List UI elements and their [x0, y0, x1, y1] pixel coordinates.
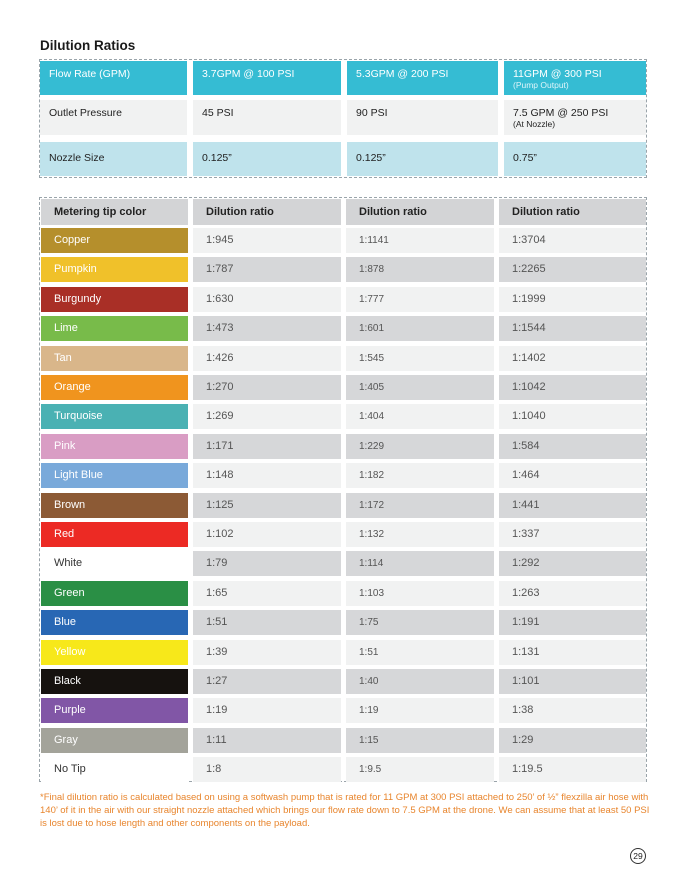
table-row: [40, 344, 646, 373]
metering-tip-color-cell: Burgundy: [41, 287, 188, 312]
metering-tip-color-cell: Light Blue: [41, 463, 188, 488]
dilution-ratio-cell: 1:182: [346, 463, 494, 488]
dilution-ratio-cell: 1:584: [499, 434, 646, 459]
dilution-ratio-cell: 1:787: [193, 257, 341, 282]
footnote: *Final dilution ratio is calculated based on using a softwash pump that is rated for 11 GPM at 300 PSI attached to 250’ of ½” flexzilla air hose with 140’ of it in the air with our straight nozzle attached which brings our flow rate down to 7.5 GPM at the drone. We can assume that at least 50 PSI is lost due to hose length and other components on the payload.: [40, 792, 650, 829]
column-header: Metering tip color: [41, 199, 188, 225]
table-row: [40, 255, 646, 284]
outlet-pressure-row: [40, 100, 646, 135]
dilution-ratio-cell: 1:545: [346, 346, 494, 371]
dilution-ratio-cell: 1:40: [346, 669, 494, 694]
metering-tip-color-cell: Turquoise: [41, 404, 188, 429]
metering-tip-color-cell: Pink: [41, 434, 188, 459]
dilution-ratio-cell: 1:103: [346, 581, 494, 606]
table-cell: 7.5 GPM @ 250 PSI (At Nozzle): [504, 100, 646, 135]
dilution-ratio-cell: 1:148: [193, 463, 341, 488]
metering-tip-color-cell: Black: [41, 669, 188, 694]
table-cell: 0.125”: [347, 142, 498, 176]
table-row: [40, 579, 646, 608]
dilution-ratio-cell: 1:132: [346, 522, 494, 547]
dilution-ratio-cell: 1:39: [193, 640, 341, 665]
dilution-ratio-cell: 1:1042: [499, 375, 646, 400]
dilution-ratio-cell: 1:51: [193, 610, 341, 635]
table-row: [40, 373, 646, 402]
dilution-ratio-cell: 1:2265: [499, 257, 646, 282]
metering-tip-color-cell: Green: [41, 581, 188, 606]
dilution-ratio-cell: 1:131: [499, 640, 646, 665]
dilution-ratio-cell: 1:473: [193, 316, 341, 341]
metering-tip-color-cell: Orange: [41, 375, 188, 400]
page-title: Dilution Ratios: [40, 38, 136, 53]
table-row: [40, 696, 646, 725]
dilution-ratio-cell: 1:878: [346, 257, 494, 282]
dilution-ratio-cell: 1:172: [346, 493, 494, 518]
dilution-ratio-cell: 1:269: [193, 404, 341, 429]
metering-tip-color-cell: Tan: [41, 346, 188, 371]
flow-rate-table: [39, 59, 647, 178]
table-cell: 3.7GPM @ 100 PSI: [193, 61, 341, 95]
metering-tip-color-cell: Purple: [41, 698, 188, 723]
flow-rate-header-row: [40, 61, 646, 95]
table-row: [40, 726, 646, 755]
dilution-ratio-cell: 1:777: [346, 287, 494, 312]
dilution-ratio-cell: 1:229: [346, 434, 494, 459]
dilution-ratio-cell: 1:1402: [499, 346, 646, 371]
dilution-ratio-cell: 1:337: [499, 522, 646, 547]
table-row: [40, 285, 646, 314]
table-header-row: [40, 198, 646, 226]
table-row: [40, 520, 646, 549]
dilution-ratio-cell: 1:75: [346, 610, 494, 635]
table-cell: 5.3GPM @ 200 PSI: [347, 61, 498, 95]
metering-tip-color-cell: White: [41, 551, 188, 576]
table-row: [40, 461, 646, 490]
metering-tip-color-cell: Lime: [41, 316, 188, 341]
dilution-ratio-cell: 1:15: [346, 728, 494, 753]
table-cell: 0.75”: [504, 142, 646, 176]
table-cell: 0.125”: [193, 142, 341, 176]
page-number: 29: [630, 848, 646, 864]
dilution-ratio-cell: 1:263: [499, 581, 646, 606]
dilution-ratio-cell: 1:38: [499, 698, 646, 723]
dilution-ratio-cell: 1:102: [193, 522, 341, 547]
metering-tip-color-cell: Pumpkin: [41, 257, 188, 282]
dilution-ratio-cell: 1:1999: [499, 287, 646, 312]
table-row: [40, 755, 646, 784]
dilution-ratio-cell: 1:171: [193, 434, 341, 459]
column-header: Dilution ratio: [193, 199, 341, 225]
dilution-ratio-cell: 1:8: [193, 757, 341, 782]
table-cell: Nozzle Size: [40, 142, 187, 176]
dilution-ratio-table: [39, 197, 647, 782]
metering-tip-color-cell: Brown: [41, 493, 188, 518]
dilution-ratio-cell: 1:19.5: [499, 757, 646, 782]
table-row: [40, 667, 646, 696]
table-row: [40, 314, 646, 343]
column-header: Dilution ratio: [346, 199, 494, 225]
dilution-ratio-cell: 1:441: [499, 493, 646, 518]
table-row: [40, 491, 646, 520]
dilution-ratio-cell: 1:292: [499, 551, 646, 576]
dilution-ratio-cell: 1:19: [346, 698, 494, 723]
dilution-ratio-cell: 1:426: [193, 346, 341, 371]
dilution-ratio-cell: 1:65: [193, 581, 341, 606]
metering-tip-color-cell: Red: [41, 522, 188, 547]
dilution-ratio-cell: 1:1544: [499, 316, 646, 341]
table-cell: Flow Rate (GPM): [40, 61, 187, 95]
dilution-ratio-cell: 1:29: [499, 728, 646, 753]
metering-tip-color-cell: Yellow: [41, 640, 188, 665]
dilution-ratio-cell: 1:270: [193, 375, 341, 400]
nozzle-size-row: [40, 142, 646, 176]
dilution-ratio-cell: 1:1141: [346, 228, 494, 253]
dilution-ratio-cell: 1:125: [193, 493, 341, 518]
dilution-ratio-cell: 1:1040: [499, 404, 646, 429]
dilution-ratio-cell: 1:945: [193, 228, 341, 253]
dilution-ratio-cell: 1:27: [193, 669, 341, 694]
dilution-ratio-cell: 1:3704: [499, 228, 646, 253]
table-row: [40, 226, 646, 255]
dilution-ratio-cell: 1:630: [193, 287, 341, 312]
dilution-ratio-cell: 1:114: [346, 551, 494, 576]
table-row: [40, 549, 646, 578]
dilution-ratio-cell: 1:601: [346, 316, 494, 341]
dilution-ratio-cell: 1:101: [499, 669, 646, 694]
column-header: Dilution ratio: [499, 199, 646, 225]
dilution-ratio-cell: 1:405: [346, 375, 494, 400]
table-row: [40, 608, 646, 637]
dilution-ratio-cell: 1:9.5: [346, 757, 494, 782]
table-cell: 11GPM @ 300 PSI (Pump Output): [504, 61, 646, 95]
table-cell: 90 PSI: [347, 100, 498, 135]
table-cell: 45 PSI: [193, 100, 341, 135]
dilution-ratio-cell: 1:19: [193, 698, 341, 723]
dilution-ratio-cell: 1:11: [193, 728, 341, 753]
metering-tip-color-cell: Blue: [41, 610, 188, 635]
dilution-ratio-cell: 1:79: [193, 551, 341, 576]
metering-tip-color-cell: No Tip: [41, 757, 188, 782]
metering-tip-color-cell: Copper: [41, 228, 188, 253]
dilution-ratio-cell: 1:404: [346, 404, 494, 429]
dilution-ratio-cell: 1:191: [499, 610, 646, 635]
table-cell: Outlet Pressure: [40, 100, 187, 135]
table-row: [40, 432, 646, 461]
dilution-ratio-cell: 1:464: [499, 463, 646, 488]
table-row: [40, 402, 646, 431]
metering-tip-color-cell: Gray: [41, 728, 188, 753]
dilution-ratio-cell: 1:51: [346, 640, 494, 665]
table-row: [40, 638, 646, 667]
